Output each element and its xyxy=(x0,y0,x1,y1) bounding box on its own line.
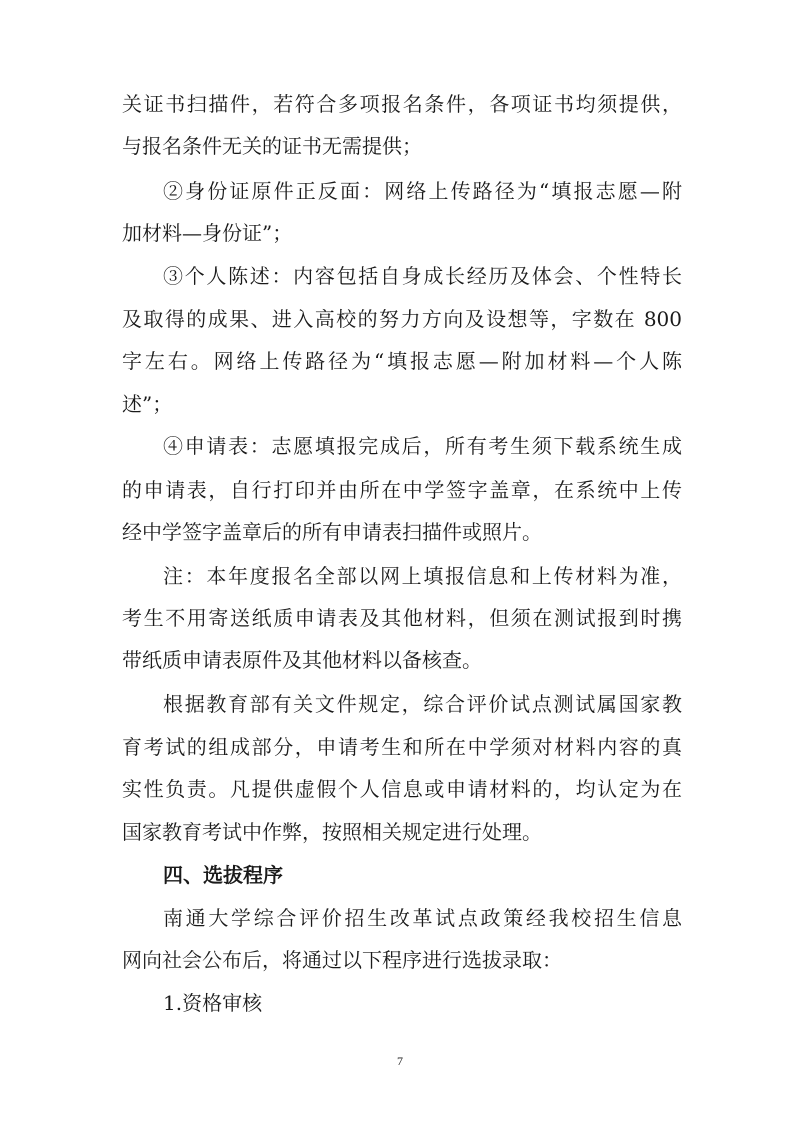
text-line: 字左右。网络上传路径为“填报志愿—附加材料—个人陈 xyxy=(122,349,682,373)
text-line: 实性负责。凡提供虚假个人信息或申请材料的，均认定为在 xyxy=(122,777,682,801)
text-line: 带纸质申请表原件及其他材料以备核查。 xyxy=(122,648,482,672)
text-line: ④申请表：志愿填报完成后，所有考生须下载系统生成 xyxy=(163,434,682,458)
text-line: 述”； xyxy=(122,392,173,416)
text-line: 根据教育部有关文件规定，综合评价试点测试属国家教 xyxy=(163,692,682,716)
text-line: 与报名条件无关的证书无需提供； xyxy=(122,134,422,158)
text-line: 1.资格审核 xyxy=(163,991,263,1015)
text-line: 及取得的成果、进入高校的努力方向及设想等，字数在 800 xyxy=(122,307,682,331)
text-line: 的申请表，自行打印并由所在中学签字盖章，在系统中上传 xyxy=(122,478,682,502)
text-line: 加材料—身份证”； xyxy=(122,221,293,245)
text-line: 注：本年度报名全部以网上填报信息和上传材料为准， xyxy=(163,564,682,588)
text-line: 南通大学综合评价招生改革试点政策经我校招生信息 xyxy=(163,906,682,930)
text-line: 考生不用寄送纸质申请表及其他材料，但须在测试报到时携 xyxy=(122,606,682,630)
text-line: 国家教育考试中作弊，按照相关规定进行处理。 xyxy=(122,820,542,844)
text-line: 网向社会公布后，将通过以下程序进行选拔录取： xyxy=(122,948,562,972)
text-line: 关证书扫描件，若符合多项报名条件，各项证书均须提供， xyxy=(122,92,682,116)
page-number: 7 xyxy=(397,1054,403,1068)
text-line: 经中学签字盖章后的所有申请表扫描件或照片。 xyxy=(122,520,542,544)
text-line: 育考试的组成部分，申请考生和所在中学须对材料内容的真 xyxy=(122,735,682,759)
text-line: ②身份证原件正反面：网络上传路径为“填报志愿—附 xyxy=(163,179,682,203)
text-line: ③个人陈述：内容包括自身成长经历及体会、个性特长 xyxy=(163,264,682,288)
section-heading: 四、选拔程序 xyxy=(163,863,283,887)
